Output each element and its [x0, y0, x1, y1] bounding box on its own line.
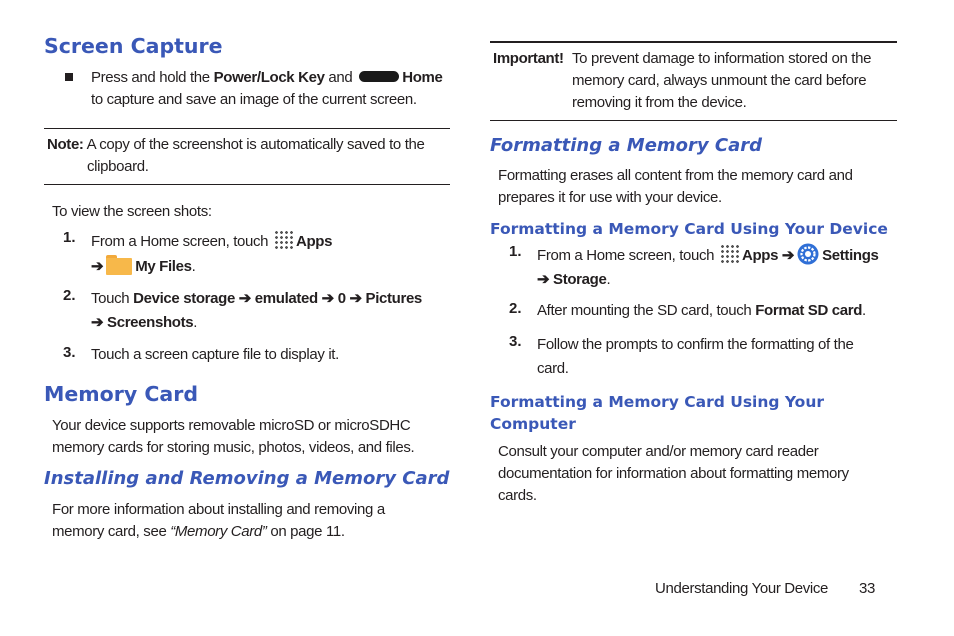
- heading-using-computer: [490, 391, 824, 435]
- text: .: [191, 258, 196, 275]
- home-key-label: Home: [402, 69, 443, 86]
- text: Press and hold the: [91, 69, 214, 86]
- settings-label: Settings: [822, 247, 879, 264]
- important-rule-top: [490, 41, 897, 43]
- text: From a Home screen, touch: [91, 233, 272, 250]
- format-sd-card-label: Format SD card: [755, 302, 863, 319]
- text: Formatting erases all content from the memory card and: [498, 167, 853, 184]
- home-key-icon: [359, 71, 399, 82]
- memory-card-paragraph: [52, 415, 414, 459]
- text: .: [606, 271, 611, 288]
- bullet-marker: [65, 73, 73, 81]
- apps-label: Apps: [295, 233, 333, 250]
- text: From a Home screen, touch: [537, 247, 718, 264]
- text: Your device supports removable microSD or microSDHC: [52, 417, 411, 434]
- note-text-line2: clipboard.: [87, 158, 149, 175]
- power-lock-key-label: Power/Lock Key: [213, 69, 325, 86]
- left-step-1: [91, 229, 332, 279]
- text: documentation for information about formatting memory: [498, 465, 849, 482]
- screenshots-label: Screenshots: [107, 314, 194, 331]
- important-text: [572, 48, 871, 114]
- text: Consult your computer and/or memory card reader: [498, 443, 819, 460]
- note-box: [47, 134, 425, 178]
- step-number: 1.: [509, 243, 522, 260]
- left-step-2: [91, 287, 422, 335]
- settings-gear-icon: [797, 243, 819, 265]
- note-text: A copy of the screenshot is automatically saved to the: [83, 136, 425, 153]
- text: memory cards for storing music, photos, videos, and files.: [52, 439, 415, 456]
- text: prepares it for use with your device.: [498, 189, 722, 206]
- text: After mounting the SD card, touch: [537, 302, 756, 319]
- important-label: [493, 48, 564, 70]
- heading-using-device: Formatting a Memory Card Using Your Device: [490, 220, 888, 238]
- text: on page 11.: [266, 523, 345, 540]
- my-files-label: My Files: [135, 258, 192, 275]
- apps-grid-icon: [720, 244, 740, 264]
- text: to capture and save an image of the current screen.: [91, 91, 417, 108]
- text: Touch: [91, 290, 134, 307]
- apps-grid-icon: [274, 230, 294, 250]
- note-rule-bottom: [44, 184, 450, 185]
- screen-capture-instruction: [91, 67, 443, 111]
- arrow-icon: ➔: [91, 314, 104, 331]
- heading-memory-card: Memory Card: [44, 382, 199, 406]
- right-step-1: [537, 243, 879, 292]
- step-number: 3.: [63, 344, 76, 361]
- text: card.: [537, 360, 569, 377]
- formatting-paragraph: [498, 165, 853, 209]
- footer-section-title: Understanding Your Device: [655, 580, 829, 597]
- text: Follow the prompts to confirm the formatting of the: [537, 336, 854, 353]
- path-label: Device storage ➔ emulated ➔ 0 ➔ Pictures: [133, 290, 422, 307]
- text: .: [862, 302, 866, 319]
- note-rule-top: [44, 128, 450, 129]
- view-intro: To view the screen shots:: [52, 203, 212, 220]
- text: To prevent damage to information stored on the: [572, 50, 872, 67]
- text: memory card, see: [52, 523, 171, 540]
- important-label-text: Important!: [493, 50, 564, 67]
- step-number: 2.: [63, 287, 76, 304]
- heading-screen-capture: Screen Capture: [44, 34, 223, 58]
- text: Formatting a Memory Card Using Your: [490, 393, 825, 411]
- step-number: 2.: [509, 300, 522, 317]
- using-computer-paragraph: [498, 441, 849, 507]
- installing-paragraph: [52, 499, 385, 543]
- my-files-folder-icon: [106, 255, 132, 275]
- arrow-icon: ➔: [91, 258, 104, 275]
- step-number: 3.: [509, 333, 522, 350]
- text: For more information about installing and removing a: [52, 501, 385, 518]
- heading-formatting: Formatting a Memory Card: [490, 135, 763, 156]
- step-number: 1.: [63, 229, 76, 246]
- text: memory card, always unmount the card before: [572, 72, 867, 89]
- note-label: Note:: [47, 136, 84, 153]
- arrow-icon: ➔: [781, 247, 795, 264]
- right-step-2: [537, 300, 866, 322]
- text: removing it from the device.: [572, 94, 747, 111]
- page-number: 33: [859, 580, 875, 597]
- apps-label: Apps: [741, 247, 779, 264]
- heading-installing: Installing and Removing a Memory Card: [44, 468, 450, 489]
- arrow-icon: ➔: [537, 271, 550, 288]
- text: Computer: [490, 415, 576, 433]
- left-step-3: Touch a screen capture file to display it.: [91, 346, 339, 363]
- storage-label: Storage: [553, 271, 607, 288]
- important-rule-bottom: [490, 120, 897, 121]
- cross-reference-link[interactable]: “Memory Card”: [170, 523, 267, 540]
- text: cards.: [498, 487, 537, 504]
- text: .: [193, 314, 198, 331]
- right-step-3: [537, 333, 853, 381]
- text: and: [324, 69, 357, 86]
